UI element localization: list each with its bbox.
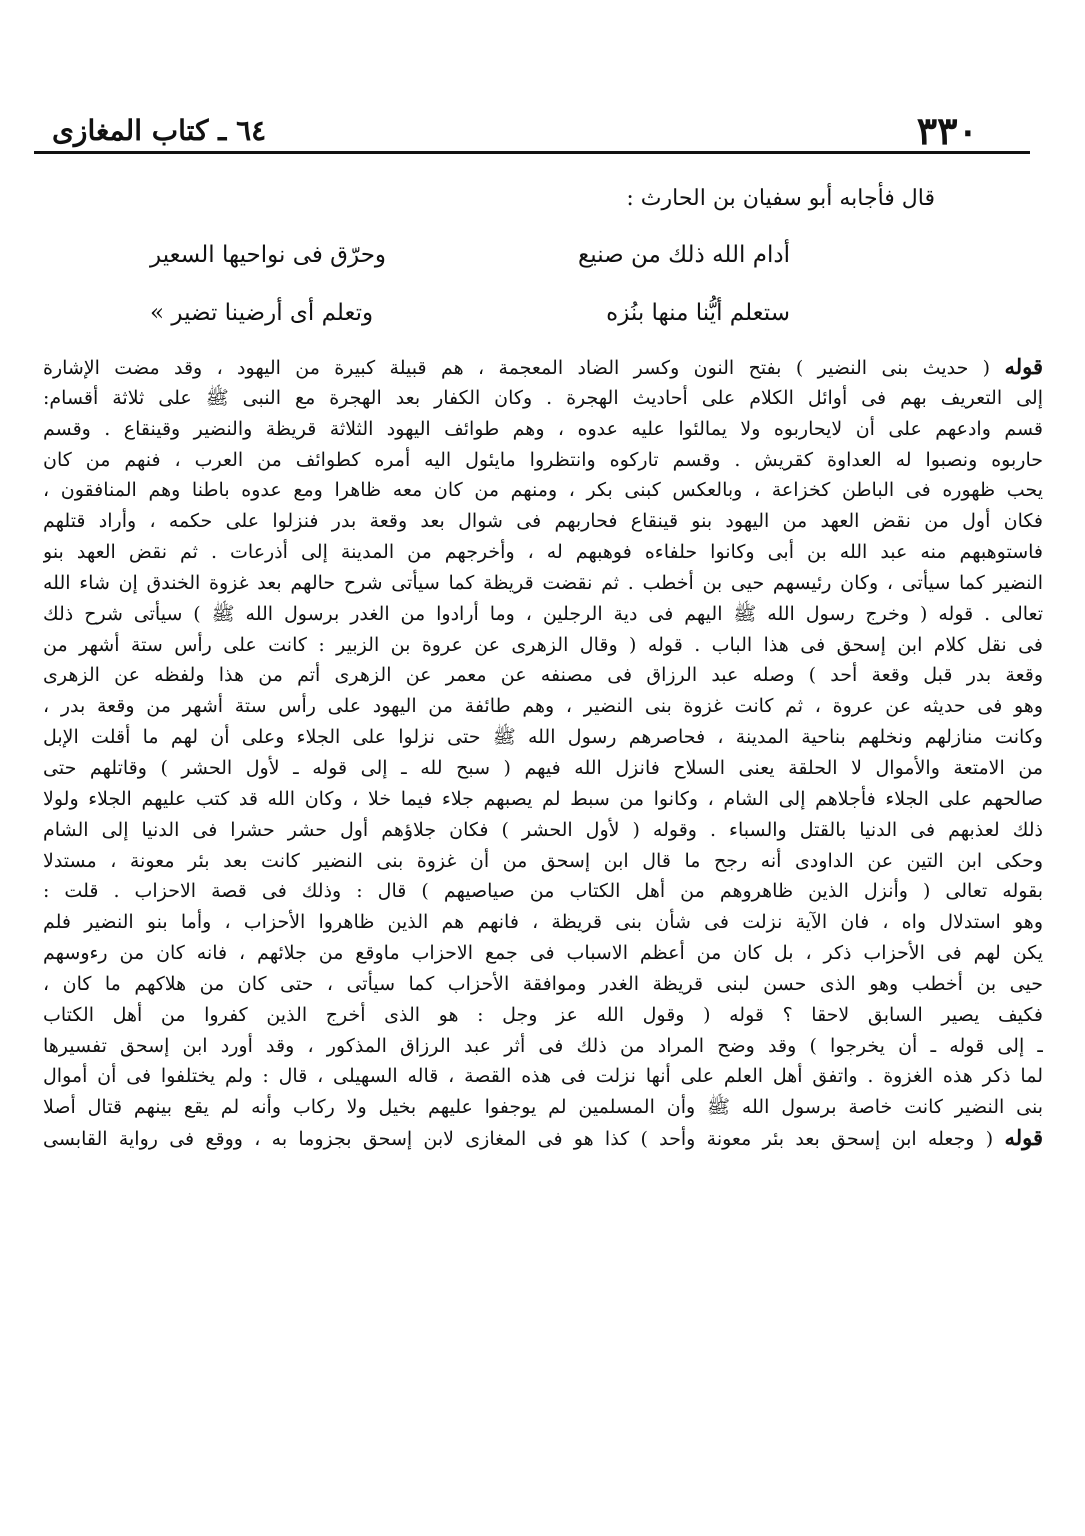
commentary-line-text: ( حديث بنى النضير ) بفتح النون وكسر الضاد المعجمة ، هم قبيلة كبيرة من اليهود ، وقد مضت الإشارة bbox=[43, 357, 1005, 379]
commentary-line bbox=[43, 876, 1043, 907]
commentary-line bbox=[43, 1123, 1043, 1154]
commentary-line-text: وكانت منازلهم ونخلهم بناحية المدينة ، فحاصرهم رسول الله ﷺ حتى نزلوا على الجلاء وعلى أن لهم ما أقلت الإبل bbox=[43, 726, 1043, 749]
commentary-line-text: وهو فى حديثه عن عروة ، ثم كانت غزوة بنى النضير ، وهم طائفة من اليهود على رأس ستة أشهر من وقعة بدر ، bbox=[43, 695, 1043, 718]
commentary-line-text: قسم وادعهم على أن لايحاربوه ولا يمالئوا عليه عدوه ، وهم طوائف اليهود الثلاثة قريظة والنضير وقينقاع . وقسم bbox=[43, 417, 1043, 440]
commentary-line-text: وهو استدلال واه ، فان الآية نزلت فى شأن بنى قريظة ، فانهم هم الذين ظاهروا الأحزاب ، وأما بنو النضير فلم bbox=[43, 911, 1043, 934]
commentary-line bbox=[43, 1000, 1043, 1031]
page-header bbox=[40, 104, 1030, 152]
verse-first-hemistich: أدام الله ذلك من صنيع bbox=[578, 242, 790, 268]
verse-second-hemistich: وحرّق فى نواحيها السعير bbox=[150, 242, 387, 268]
commentary-line bbox=[43, 506, 1043, 537]
verse-second-hemistich: وتعلم أى أرضينا تضير » bbox=[150, 300, 374, 326]
commentary-line bbox=[43, 1092, 1043, 1123]
commentary-line bbox=[43, 537, 1043, 568]
commentary-line bbox=[43, 753, 1043, 784]
verse-line bbox=[150, 300, 790, 340]
commentary-line bbox=[43, 445, 1043, 476]
commentary-text bbox=[43, 352, 1043, 1154]
commentary-line-text: حاربوه ونصبوا له العداوة كقريش . وقسم تاركوه وانتظروا مايئول اليه أمره كطوائف من العرب ، فنهم من كان bbox=[43, 448, 1043, 471]
commentary-line-text: يحب ظهوره فى الباطن كخزاعة ، وبالعكس كبنى بكر ، ومنهم من كان معه ظاهرا ومع عدوه باطنا وهم المنافقون ، bbox=[43, 479, 1043, 502]
commentary-line bbox=[43, 414, 1043, 445]
commentary-line-text: لما ذكر هذه الغزوة . واتفق أهل العلم على أنها نزلت فى هذه القصة ، قاله السهيلى ، قال : ولم يختلفوا فى أن أموال bbox=[43, 1065, 1043, 1088]
qawluhu-keyword: قوله bbox=[1004, 354, 1043, 379]
commentary-line-text: ذلك لعذبهم فى الدنيا بالقتل والسباء . وقوله ( لأول الحشر ) فكان جلاؤهم أول حشر حشرا فى الدنيا إلى الشام bbox=[43, 818, 1043, 841]
commentary-line bbox=[43, 784, 1043, 815]
commentary-line bbox=[43, 630, 1043, 661]
commentary-line-text: فاستوهبهم منه عبد الله بن أبى وكانوا حلفاءه فوهبهم له ، وأخرجهم من المدينة إلى أذرعات . ثم نقض العهد بنو bbox=[43, 541, 1043, 564]
commentary-line-text: تعالى . قوله ( وخرج رسول الله ﷺ اليهم فى دية الرجلين ، وما أرادوا من الغدر برسول الله ﷺ ) سيأتى شرح ذلك bbox=[43, 602, 1043, 625]
commentary-line-text: وحكى ابن التين عن الداودى أنه رجح ما قال ابن إسحق من أن غزوة بنى النضير كانت بعد بئر معونة ، مستدلا bbox=[43, 849, 1043, 872]
commentary-line-text: من الامتعة والأموال لا الحلقة يعنى السلاح فانزل الله فيهم ( سبح لله ـ إلى قوله ـ لأول الحشر ) وقاتلهم حتى bbox=[43, 756, 1043, 779]
commentary-line-text: فى نقل كلام ابن إسحق فى هذا الباب . قوله ( وقال الزهرى عن عروة بن الزبير : كانت على رأس ستة أشهر من bbox=[43, 633, 1043, 656]
commentary-line bbox=[43, 846, 1043, 877]
commentary-line-text: فكان أول من نقض العهد من اليهود بنو قينقاع فحاربهم فى شوال بعد وقعة بدر فنزلوا على حكمه ، وأراد قتلهم bbox=[43, 510, 1043, 533]
running-title: ٦٤ ـ كتاب المغازى bbox=[52, 114, 267, 147]
header-rule bbox=[34, 151, 1030, 154]
commentary-line-text: وقعة بدر قبل وقعة أحد ) وصله عبد الرزاق فى مصنفه عن معمر عن الزهرى أتم من هذا ولفظه عن الزهرى bbox=[43, 664, 1043, 687]
commentary-line bbox=[43, 475, 1043, 506]
commentary-line bbox=[43, 969, 1043, 1000]
qawluhu-keyword: قوله bbox=[1004, 1125, 1043, 1151]
commentary-line-text: بقوله تعالى ( وأنزل الذين ظاهروهم من أهل الكتاب من صياصيهم ) قال : وذلك فى قصة الاحزاب . قلت : bbox=[43, 880, 1043, 903]
verse-line bbox=[150, 242, 790, 282]
commentary-line-text: بنى النضير كانت خاصة برسول الله ﷺ وأن المسلمين لم يوجفوا عليهم بخيل ولا ركاب وأنه لم يقع بينهم قتال أصلا bbox=[43, 1096, 1043, 1119]
commentary-line-text: حيى بن أخطب وهو الذى حسن لبنى قريظة الغدر وموافقة الأحزاب كما سيأتى ، حتى كان من هلاكهم ما كان ، bbox=[43, 972, 1043, 995]
commentary-line-text: النضير كما سيأتى ، وكان رئيسهم حيى بن أخطب . ثم نقضت قريظة كما سيأتى شرح حالهم بعد غزوة الخندق إن شاء الله bbox=[43, 571, 1043, 594]
commentary-line bbox=[43, 660, 1043, 691]
commentary-line-text: صالحهم على الجلاء فأجلاهم إلى الشام ، وكانوا من سبط لم يصبهم جلاء فيما خلا ، وكان الله قد كتب عليهم الجلاء ولولا bbox=[43, 787, 1043, 810]
commentary-line bbox=[43, 568, 1043, 599]
commentary-line bbox=[43, 691, 1043, 722]
commentary-line bbox=[43, 1061, 1043, 1092]
commentary-line bbox=[43, 1031, 1043, 1062]
commentary-line-text: ( وجعله ابن إسحق بعد بئر معونة وأحد ) كذا هو فى المغازى لابن إسحق بجزوما به ، ووقع فى رواية القابسى bbox=[43, 1128, 1005, 1151]
commentary-line-text: فكيف يصير السابق لاحقا ؟ قوله ( وقول الله عز وجل : هو الذى أخرج الذين كفروا من أهل الكتاب bbox=[43, 1003, 1043, 1026]
commentary-line bbox=[43, 815, 1043, 846]
commentary-line bbox=[43, 907, 1043, 938]
commentary-line-text: يكن لهم فى الأحزاب ذكر ، بل كان من أعظم الاسباب فى جمع الاحزاب ماوقع من جلائهم ، فانه كان من رءوسهم bbox=[43, 942, 1043, 965]
commentary-line bbox=[43, 352, 1043, 383]
commentary-line bbox=[43, 722, 1043, 753]
commentary-line-text: ـ إلى قوله ـ أن يخرجوا ) وقد وضح المراد من ذلك فى أثر عبد الرزاق المذكور ، وقد أورد ابن إسحق تفسيرها bbox=[43, 1034, 1043, 1057]
page-number: ٣٣٠ bbox=[916, 108, 978, 153]
verse-first-hemistich: ستعلم أيُّنا منها بنُزه bbox=[606, 300, 790, 326]
commentary-line bbox=[43, 938, 1043, 969]
commentary-line bbox=[43, 383, 1043, 414]
poem-intro: قال فأجابه أبو سفيان بن الحارث : bbox=[626, 186, 935, 211]
commentary-line bbox=[43, 599, 1043, 630]
commentary-line-text: إلى التعريف بهم فى أوائل الكلام على أحاديث الهجرة . وكان الكفار بعد الهجرة مع النبى ﷺ على ثلاثة أقسام: bbox=[43, 386, 1043, 409]
